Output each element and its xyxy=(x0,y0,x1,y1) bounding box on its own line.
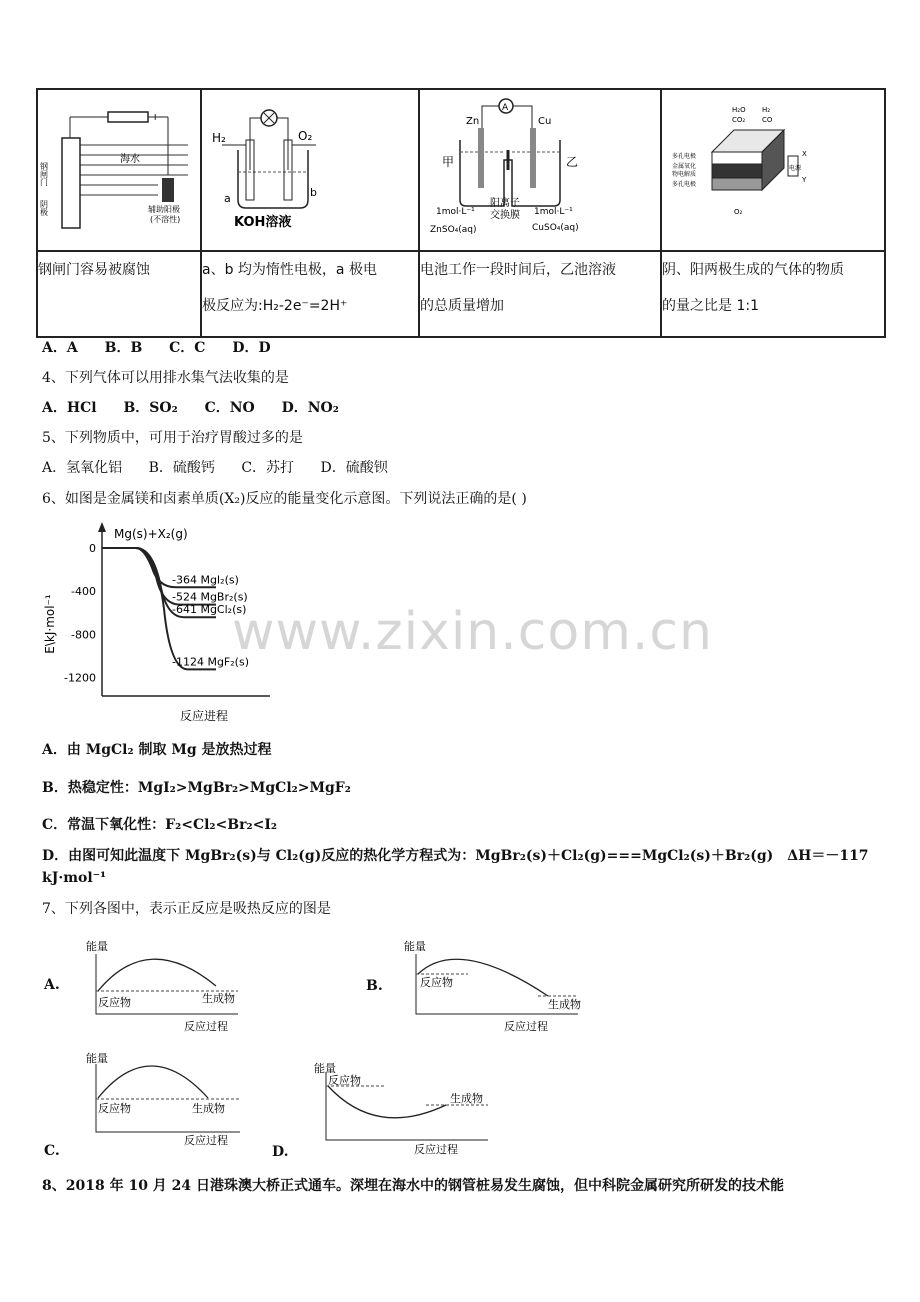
co2-label: CO₂ xyxy=(732,116,746,124)
energy-label: 能量 xyxy=(86,940,108,953)
q6-option-c[interactable]: C．常温下氧化性：F₂<Cl₂<Br₂<I₂ xyxy=(42,817,278,833)
anode-note: (不溶性) xyxy=(150,215,181,224)
figure-cell-3 xyxy=(419,89,661,251)
membrane-label-2: 交换膜 xyxy=(490,210,520,221)
q7-stem: 7、下列各图中，表示正反应是吸热反应的图是 xyxy=(42,901,331,917)
q5-option-c[interactable]: C．苏打 xyxy=(241,460,295,476)
process-label: 反应过程 xyxy=(414,1143,458,1156)
x-label: X xyxy=(802,150,807,158)
cathode-label: 阴极 xyxy=(39,200,49,216)
process-label: 反应过程 xyxy=(184,1020,228,1033)
q8-stem: 8、2018 年 10 月 24 日港珠澳大桥正式通车。深埋在海水中的钢管桩易发生腐蚀，但中科院金属研究所研发的技术能 xyxy=(42,1178,785,1194)
power-label: 电源 xyxy=(789,165,802,172)
sol-right-label: CuSO₄(aq) xyxy=(532,223,579,233)
cu-label: Cu xyxy=(538,116,552,127)
q7-letter-b[interactable]: B. xyxy=(366,978,383,994)
product-energy-label: -524 MgBr₂(s) xyxy=(172,590,248,604)
q7-letter-d[interactable]: D. xyxy=(272,1144,289,1160)
q3-options xyxy=(42,338,293,358)
question-3-table xyxy=(36,88,886,338)
q6-option-d[interactable]: D．由图可知此温度下 MgBr₂(s)与 Cl₂(g)反应的热化学方程式为：MgBr₂(s)＋Cl₂(g)===MgCl₂(s)＋Br₂(g) ΔH＝－117 xyxy=(42,848,869,864)
q7-letter-a[interactable]: A. xyxy=(44,977,60,993)
sea-label: 海水 xyxy=(120,154,140,165)
fuel-cell-diagram xyxy=(202,90,418,246)
jia-label: 甲 xyxy=(442,155,455,169)
sol-left-label: ZnSO₄(aq) xyxy=(430,225,477,235)
process-label: 反应过程 xyxy=(504,1020,548,1033)
koh-label: KOH溶液 xyxy=(234,215,292,230)
o2-label: O₂ xyxy=(298,129,313,143)
q7-graph-a xyxy=(78,936,258,1036)
membrane-label-1: 阳离子 xyxy=(490,198,520,209)
product-label: 生成物 xyxy=(548,998,581,1011)
q4-option-c[interactable]: C．NO xyxy=(204,400,255,416)
caption-3: 电池工作一段时间后，乙池溶液 的总质量增加 xyxy=(419,251,661,337)
x-axis-label: 反应进程 xyxy=(180,709,229,723)
ammeter-label: A xyxy=(502,103,509,113)
q5-options xyxy=(42,458,410,478)
product-label: 生成物 xyxy=(192,1102,225,1115)
y-tick-label: -800 xyxy=(71,628,96,642)
q4-options xyxy=(42,398,361,418)
q5-stem: 5、下列物质中，可用于治疗胃酸过多的是 xyxy=(42,430,303,446)
q7-graph-c xyxy=(78,1048,258,1148)
reactant-label: 反应物 xyxy=(420,976,453,989)
product-label: 生成物 xyxy=(202,992,235,1005)
layer-2-label: 金属氧化 xyxy=(672,163,697,170)
reactant-label: 反应物 xyxy=(98,996,131,1009)
q7-graph-b xyxy=(398,936,588,1036)
reactant-label: 反应物 xyxy=(328,1074,361,1087)
process-label: 反应过程 xyxy=(184,1134,228,1147)
watermark: www.zixin.com.cn xyxy=(232,602,713,662)
q3-option-b[interactable]: B．B xyxy=(104,340,143,356)
layer-1-label: 多孔电极 xyxy=(672,153,697,160)
h2o-label: H₂O xyxy=(732,106,746,114)
figure-cell-2 xyxy=(201,89,419,251)
product-energy-label: -641 MgCl₂(s) xyxy=(172,603,247,617)
zn-label: Zn xyxy=(466,116,480,127)
q6-option-d-unit: kJ·mol⁻¹ xyxy=(42,870,107,886)
conc-left-label: 1mol·L⁻¹ xyxy=(436,207,475,217)
q5-option-d[interactable]: D．硫酸钡 xyxy=(320,460,388,476)
q7-graph-d xyxy=(306,1058,496,1162)
layer-4-label: 多孔电极 xyxy=(672,181,697,188)
gate-label: 钢闸门 xyxy=(39,162,49,186)
figure-cell-4 xyxy=(661,89,885,251)
caption-2: a、b 均为惰性电极，a 极电 极反应为:H₂-2e⁻=2H⁺ xyxy=(201,251,419,337)
electrode-b-label: b xyxy=(310,186,317,199)
q3-option-a[interactable]: A．A xyxy=(42,340,78,356)
q6-stem: 6、如图是金属镁和卤素单质(X₂)反应的能量变化示意图。下列说法正确的是( ) xyxy=(42,491,527,507)
q3-option-c[interactable]: C．C xyxy=(169,340,206,356)
q4-stem: 4、下列气体可以用排水集气法收集的是 xyxy=(42,370,289,386)
q4-option-d[interactable]: D．NO₂ xyxy=(281,400,339,416)
sacrificial-anode-diagram xyxy=(38,90,200,246)
y-tick-label: -1200 xyxy=(64,671,96,685)
q6-option-a[interactable]: A．由 MgCl₂ 制取 Mg 是放热过程 xyxy=(42,742,272,758)
electrolysis-cell-diagram xyxy=(662,90,884,246)
svg-text:−: − xyxy=(100,112,109,123)
daniell-cell-diagram xyxy=(420,90,660,246)
layer-3-label: 物电解质 xyxy=(672,171,697,178)
start-label: Mg(s)+X₂(g) xyxy=(114,527,188,541)
y-axis-arrow xyxy=(98,522,106,532)
energy-label: 能量 xyxy=(314,1062,336,1075)
svg-text:+: + xyxy=(151,112,160,123)
y-axis-label: E\kJ·mol⁻¹ xyxy=(43,594,57,654)
conc-right-label: 1mol·L⁻¹ xyxy=(534,207,573,217)
y-label: Y xyxy=(802,176,807,184)
reactant-label: 反应物 xyxy=(98,1102,131,1115)
q5-option-a[interactable]: A．氢氧化铝 xyxy=(42,460,123,476)
energy-label: 能量 xyxy=(86,1052,108,1065)
h2-label: H₂ xyxy=(762,106,771,114)
q5-option-b[interactable]: B．硫酸钙 xyxy=(148,460,215,476)
q6-option-b[interactable]: B．热稳定性：MgI₂>MgBr₂>MgCl₂>MgF₂ xyxy=(42,780,351,796)
q3-option-d[interactable]: D．D xyxy=(232,340,271,356)
caption-4: 阴、阳两极生成的气体的物质 的量之比是 1:1 xyxy=(661,251,885,337)
electrode-a-label: a xyxy=(224,192,231,205)
product-energy-label: -1124 MgF₂(s) xyxy=(172,655,249,669)
figure-cell-1 xyxy=(37,89,201,251)
yi-label: 乙 xyxy=(566,155,579,169)
y-tick-label: -400 xyxy=(71,585,96,599)
anode-label: 辅助阳极 xyxy=(148,205,180,214)
product-energy-label: -364 MgI₂(s) xyxy=(172,573,239,587)
q7-letter-c[interactable]: C. xyxy=(44,1143,60,1159)
q4-option-a[interactable]: A．HCl xyxy=(42,400,97,416)
co-label: CO xyxy=(762,116,773,124)
o2-label: O₂ xyxy=(734,208,743,216)
product-label: 生成物 xyxy=(450,1092,483,1105)
energy-label: 能量 xyxy=(404,940,426,953)
y-tick-label: 0 xyxy=(89,542,96,555)
caption-1: 钢闸门容易被腐蚀 xyxy=(37,251,201,337)
q4-option-b[interactable]: B．SO₂ xyxy=(123,400,178,416)
h2-label: H₂ xyxy=(212,131,226,145)
